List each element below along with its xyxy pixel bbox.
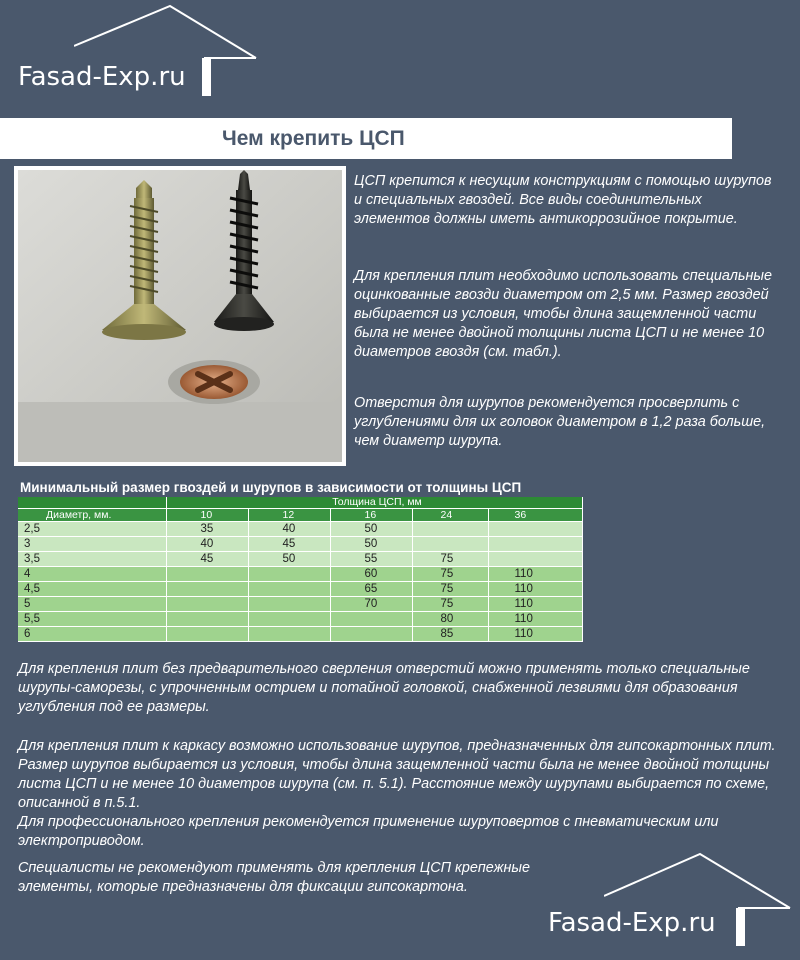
table-cell-value xyxy=(412,537,488,552)
table-title: Минимальный размер гвоздей и шурупов в зависимости от толщины ЦСП xyxy=(20,480,522,495)
table-cell-value xyxy=(166,597,248,612)
table-cell-value: 110 xyxy=(488,612,582,627)
page-title: Чем крепить ЦСП xyxy=(222,127,405,150)
table-cell-value: 40 xyxy=(248,522,330,537)
table-row xyxy=(18,537,582,552)
table-row xyxy=(18,627,582,642)
table-cell-diameter: 4 xyxy=(18,567,166,582)
table-cell-value xyxy=(248,582,330,597)
table-cell-value xyxy=(330,612,412,627)
table-cell-value: 110 xyxy=(488,567,582,582)
table-cell-value: 80 xyxy=(412,612,488,627)
table-row xyxy=(18,567,582,582)
table-cell-value: 75 xyxy=(412,597,488,612)
table-header-row xyxy=(18,509,582,522)
table-row xyxy=(18,552,582,567)
table-row xyxy=(18,522,582,537)
table-row xyxy=(18,597,582,612)
table-header-group xyxy=(18,497,582,509)
title-bar xyxy=(0,118,732,159)
table-cell-value: 85 xyxy=(412,627,488,642)
paragraph-frame: Для крепления плит к каркасу возможно использование шурупов, предназначенных для гипсокартонных плит. Размер шурупов выбирается из условия, чтобы длина защемленной части была не менее двойной толщины листа ЦСП и не менее 10 диаметров шурупа (см. п. 5.1). Расстояние между шурупами выбирается по схеме, описанной в п.5.1. Для профессионального крепления рекомендуется применение шуруповертов с пневматическим или электроприводом. xyxy=(18,738,776,849)
table-cell-value: 40 xyxy=(166,537,248,552)
table-cell-value xyxy=(248,612,330,627)
table-cell-value: 75 xyxy=(412,552,488,567)
table-cell-diameter: 4,5 xyxy=(18,582,166,597)
site-logo[interactable]: Fasad-Exp.ru xyxy=(18,62,186,92)
table-header-empty xyxy=(18,497,166,509)
table-cell-value xyxy=(488,552,582,567)
table-cell-value xyxy=(248,597,330,612)
table-cell-value: 70 xyxy=(330,597,412,612)
table-cell-diameter: 5 xyxy=(18,597,166,612)
table-row xyxy=(18,612,582,627)
table-cell-value: 45 xyxy=(248,537,330,552)
table-cell-value: 50 xyxy=(330,522,412,537)
sizes-table xyxy=(18,497,583,642)
table-cell-value xyxy=(166,627,248,642)
table-header-thickness: Толщина ЦСП, мм xyxy=(166,497,582,509)
table-cell-value: 60 xyxy=(330,567,412,582)
paragraph-warning: Специалисты не рекомендуют применять для крепления ЦСП крепежные элементы, которые предназначены для фиксации гипсокартона. xyxy=(18,860,530,895)
table-cell-value: 110 xyxy=(488,597,582,612)
table-row xyxy=(18,582,582,597)
table-header-diameter: Диаметр, мм. xyxy=(18,509,166,522)
table-header-col: 12 xyxy=(248,509,330,522)
table-cell-diameter: 6 xyxy=(18,627,166,642)
table-cell-value: 110 xyxy=(488,627,582,642)
table-cell-value: 35 xyxy=(166,522,248,537)
paragraph-holes: Отверстия для шурупов рекомендуется просверлить с углублениями для их головок диаметром в 1,2 раза больше, чем диаметр шурупа. xyxy=(354,395,766,449)
screws-photo xyxy=(14,166,346,466)
table-cell-value: 75 xyxy=(412,567,488,582)
table-cell-value xyxy=(330,627,412,642)
table-cell-value xyxy=(166,567,248,582)
paragraph-self-tapping: Для крепления плит без предварительного сверления отверстий можно применять только специальные шурупы-саморезы, с упрочненным острием и потайной головкой, снабженной лезвиями для образования углубления под ее размеры. xyxy=(18,661,750,715)
table-cell-diameter: 3 xyxy=(18,537,166,552)
table-header-col: 10 xyxy=(166,509,248,522)
table-cell-diameter: 2,5 xyxy=(18,522,166,537)
table-cell-value xyxy=(248,627,330,642)
table-cell-value xyxy=(166,612,248,627)
table-cell-value xyxy=(412,522,488,537)
paragraph-intro: ЦСП крепится к несущим конструкциям с помощью шурупов и специальных гвоздей. Все виды соединительных элементов должны иметь антикоррозийное покрытие. xyxy=(354,173,772,227)
table-cell-value: 50 xyxy=(330,537,412,552)
screws-illustration xyxy=(18,170,342,462)
table-cell-value: 110 xyxy=(488,582,582,597)
table-cell-value xyxy=(248,567,330,582)
table-header-col: 24 xyxy=(412,509,488,522)
table-cell-value: 75 xyxy=(412,582,488,597)
table-cell-diameter: 5,5 xyxy=(18,612,166,627)
site-logo-footer[interactable]: Fasad-Exp.ru xyxy=(548,908,716,938)
table-cell-diameter: 3,5 xyxy=(18,552,166,567)
table-header-col: 36 xyxy=(488,509,582,522)
table-cell-value xyxy=(488,537,582,552)
table-header-col: 16 xyxy=(330,509,412,522)
table-cell-value: 45 xyxy=(166,552,248,567)
table-cell-value: 65 xyxy=(330,582,412,597)
table-cell-value xyxy=(488,522,582,537)
paragraph-nails: Для крепления плит необходимо использовать специальные оцинкованные гвозди диаметром от 2,5 мм. Размер гвоздей выбирается из условия, чтобы длина защемленной части была не менее двойной толщины листа ЦСП и не менее 10 диаметров гвоздя (см. табл.). xyxy=(354,268,772,360)
table-cell-value: 50 xyxy=(248,552,330,567)
table-cell-value xyxy=(166,582,248,597)
table-cell-value: 55 xyxy=(330,552,412,567)
